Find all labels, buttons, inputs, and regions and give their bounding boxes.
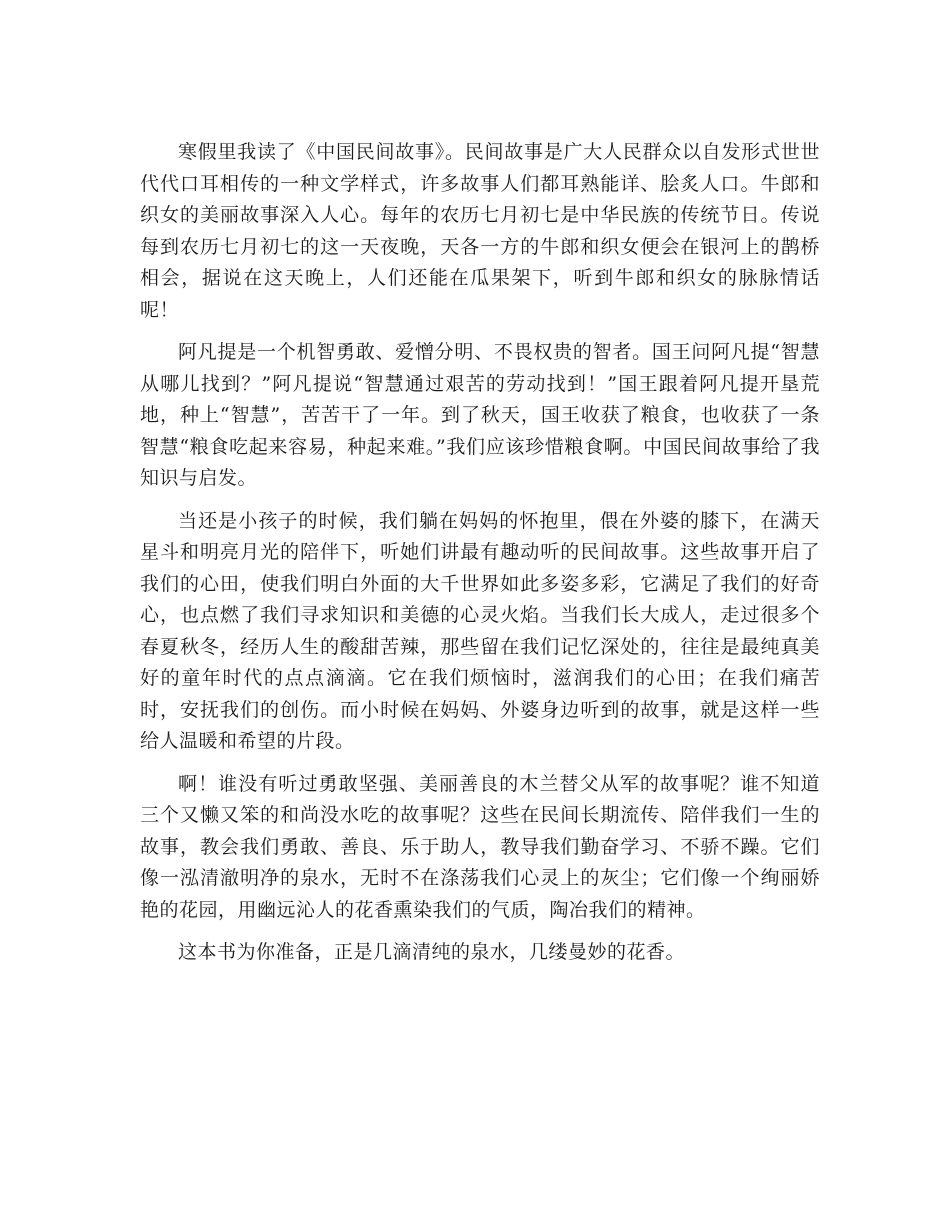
paragraph-4: 啊！谁没有听过勇敢坚强、美丽善良的木兰替父从军的故事呢？谁不知道三个又懒又笨的和尚没水吃的故事呢？这些在民间长期流传、陪伴我们一生的故事，教会我们勇敢、善良、乐于助人，教导我们勤奋学习、不骄不躁。它们像一泓清澈明净的泉水，无时不在涤荡我们心灵上的灰尘；它们像一个绚丽娇艳的花园，用幽远沁人的花香熏染我们的气质，陶冶我们的精神。 [140,772,820,921]
paragraph-1: 寒假里我读了《中国民间故事》。民间故事是广大人民群众以自发形式世世代代口耳相传的一种文学样式，许多故事人们都耳熟能详、脍炙人口。牛郎和织女的美丽故事深入人心。每年的农历七月初七是中华民族的传统节日。传说每到农历七月初七的这一天夜晚，天各一方的牛郎和织女便会在银河上的鹊桥相会，据说在这天晚上，人们还能在瓜果架下，听到牛郎和织女的脉脉情话呢！ [140,141,820,321]
paragraph-2: 阿凡提是一个机智勇敢、爱憎分明、不畏权贵的智者。国王问阿凡提“智慧从哪儿找到？”阿凡提说“智慧通过艰苦的劳动找到！”国王跟着阿凡提开垦荒地，种上“智慧”，苦苦干了一年。到了秋天，国王收获了粮食，也收获了一条智慧“粮食吃起来容易，种起来难。”我们应该珍惜粮食啊。中国民间故事给了我知识与启发。 [140,341,820,489]
document-body [140,137,820,969]
paragraph-5: 这本书为你准备，正是几滴清纯的泉水，几缕曼妙的花香。 [178,941,686,963]
paragraph-3: 当还是小孩子的时候，我们躺在妈妈的怀抱里，偎在外婆的膝下，在满天星斗和明亮月光的陪伴下，听她们讲最有趣动听的民间故事。这些故事开启了我们的心田，使我们明白外面的大千世界如此多姿多彩，它满足了我们的好奇心，也点燃了我们寻求知识和美德的心灵火焰。当我们长大成人，走过很多个春夏秋冬，经历人生的酸甜苦辣，那些留在我们记忆深处的，往往是最纯真美好的童年时代的点点滴滴。它在我们烦恼时，滋润我们的心田；在我们痛苦时，安抚我们的创伤。而小时候在妈妈、外婆身边听到的故事，就是这样一些给人温暖和希望的片段。 [140,509,820,752]
